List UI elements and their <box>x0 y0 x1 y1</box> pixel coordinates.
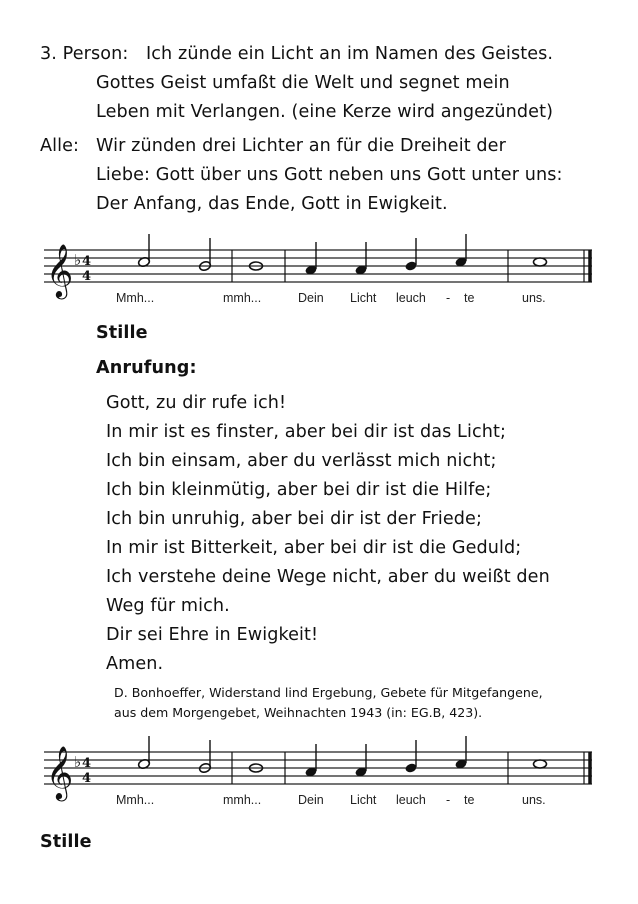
flat-sign: ♭ <box>74 753 82 771</box>
time-signature-bottom: 4 <box>82 771 92 786</box>
lyric: te <box>464 291 475 305</box>
anrufung-heading: Anrufung: <box>96 358 197 378</box>
stille-heading: Stille <box>96 323 148 343</box>
time-signature-bottom: 4 <box>82 269 92 284</box>
stille-heading: Stille <box>40 832 92 852</box>
lyric: uns. <box>522 793 546 807</box>
verse3-line: Gottes Geist umfaßt die Welt und segnet mein <box>96 73 510 93</box>
prayer-line: In mir ist es finster, aber bei dir ist das Licht; <box>106 422 506 442</box>
prayer-line: Ich verstehe deine Wege nicht, aber du weißt den <box>106 567 550 587</box>
lyric: Dein <box>298 793 324 807</box>
prayer-line: Ich bin unruhig, aber bei dir ist der Friede; <box>106 509 483 529</box>
lyric: - <box>446 793 451 807</box>
prayer-line: In mir ist Bitterkeit, aber bei dir ist die Geduld; <box>106 538 522 558</box>
lyric: te <box>464 793 475 807</box>
prayer-line: Gott, zu dir rufe ich! <box>106 393 287 413</box>
lyric: Mmh... <box>116 793 155 807</box>
lyric: uns. <box>522 291 546 305</box>
all-label: Alle: <box>40 136 80 156</box>
time-signature-top: 4 <box>82 254 92 269</box>
source-citation: D. Bonhoeffer, Widerstand lind Ergebung, Gebete für Mitgefangene, <box>114 685 543 700</box>
prayer-line: Ich bin einsam, aber du verlässt mich nicht; <box>106 451 497 471</box>
staff-lines <box>44 752 592 784</box>
verse3-line: Ich zünde ein Licht an im Namen des Geistes. <box>146 44 554 64</box>
music-staff <box>40 730 596 818</box>
staff-lines <box>44 250 592 282</box>
lyric: - <box>446 291 451 305</box>
lyric: mmh... <box>223 291 262 305</box>
source-citation: aus dem Morgengebet, Weihnachten 1943 (in: EG.B, 423). <box>114 705 483 720</box>
lyric: leuch <box>396 291 426 305</box>
whole-note <box>534 258 547 266</box>
prayer-line: Ich bin kleinmütig, aber bei dir ist die Hilfe; <box>106 480 492 500</box>
prayer-line: Dir sei Ehre in Ewigkeit! <box>106 625 319 645</box>
verse3-line: Leben mit Verlangen. (eine Kerze wird angezündet) <box>96 102 554 122</box>
prayer-line: Weg für mich. <box>106 596 230 616</box>
all-line: Der Anfang, das Ende, Gott in Ewigkeit. <box>96 194 448 214</box>
verse3-label: 3. Person: <box>40 44 129 64</box>
lyric: Mmh... <box>116 291 155 305</box>
time-signature-top: 4 <box>82 756 92 771</box>
all-line: Wir zünden drei Lichter an für die Dreiheit der <box>96 136 506 156</box>
lyric: Licht <box>350 291 377 305</box>
lyric: Dein <box>298 291 324 305</box>
flat-sign: ♭ <box>74 251 82 269</box>
treble-clef: 𝄞 <box>46 243 74 297</box>
treble-clef: 𝄞 <box>46 745 74 799</box>
lyric: leuch <box>396 793 426 807</box>
music-staff <box>40 228 596 316</box>
prayer-line: Amen. <box>106 654 164 674</box>
whole-note <box>534 760 547 768</box>
all-line: Liebe: Gott über uns Gott neben uns Gott unter uns: <box>96 165 563 185</box>
lyric: Licht <box>350 793 377 807</box>
lyric: mmh... <box>223 793 262 807</box>
